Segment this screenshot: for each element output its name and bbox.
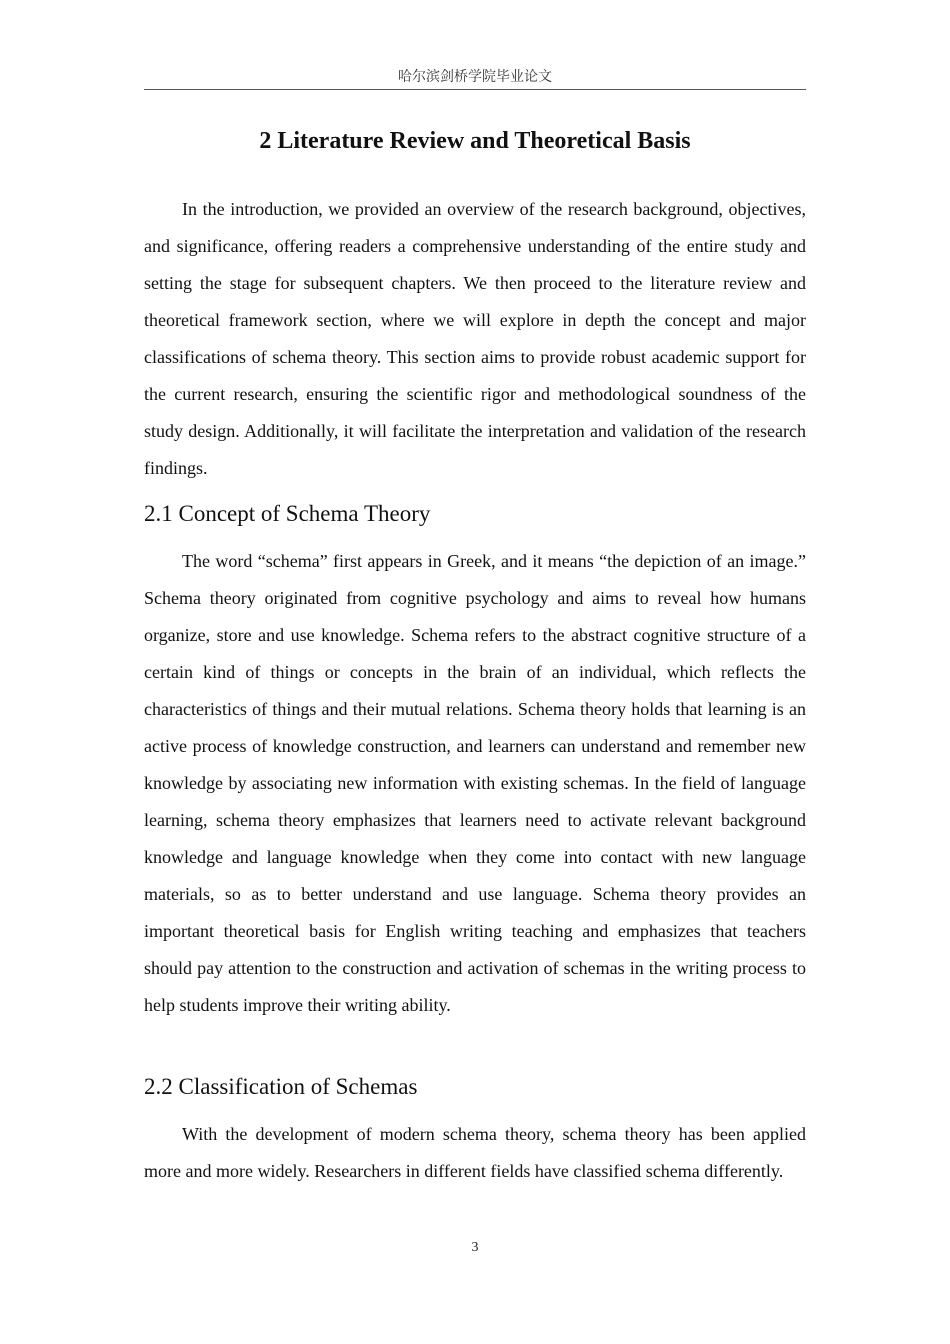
intro-paragraph: In the introduction, we provided an overview of the research background, objectives, and significance, offering readers a comprehensive understanding of the entire study and setting the stage for subsequent chapters. We then proceed to the literature review and theoretical framework section, where we will explore in depth the concept and major classifications of schema theory. This section aims to provide robust academic support for the current research, ensuring the scientific rigor and methodological soundness of the study design. Additionally, it will facilitate the interpretation and validation of the research findings. bbox=[144, 199, 806, 478]
section-title-2-2: 2.2 Classification of Schemas bbox=[144, 1074, 418, 1099]
section-2-2-paragraph: With the development of modern schema theory, schema theory has been applied more and more widely. Researchers in different fields have classified schema differently. bbox=[144, 1124, 806, 1181]
page-number: 3 bbox=[471, 1240, 479, 1255]
chapter-title: 2 Literature Review and Theoretical Basis bbox=[259, 128, 691, 154]
section-2-1-paragraph: The word “schema” first appears in Greek, and it means “the depiction of an image.” Schema theory originated from cognitive psychology and aims to reveal how humans organize, store and use knowledge. Schema refers to the abstract cognitive structure of a certain kind of things or concepts in the brain of an individual, which reflects the characteristics of things and their mutual relations. Schema theory holds that learning is an active process of knowledge construction, and learners can understand and remember new knowledge by associating new information with existing schemas. In the field of language learning, schema theory emphasizes that learners need to activate relevant background knowledge and language knowledge when they come into contact with new language materials, so as to better understand and use language. Schema theory provides an important theoretical basis for English writing teaching and emphasizes that teachers should pay attention to the construction and activation of schemas in the writing process to help students improve their writing ability. bbox=[144, 551, 806, 1015]
header-rule bbox=[144, 89, 806, 90]
section-title-2-1: 2.1 Concept of Schema Theory bbox=[144, 501, 431, 526]
running-header: 哈尔滨剑桥学院毕业论文 bbox=[398, 70, 552, 85]
